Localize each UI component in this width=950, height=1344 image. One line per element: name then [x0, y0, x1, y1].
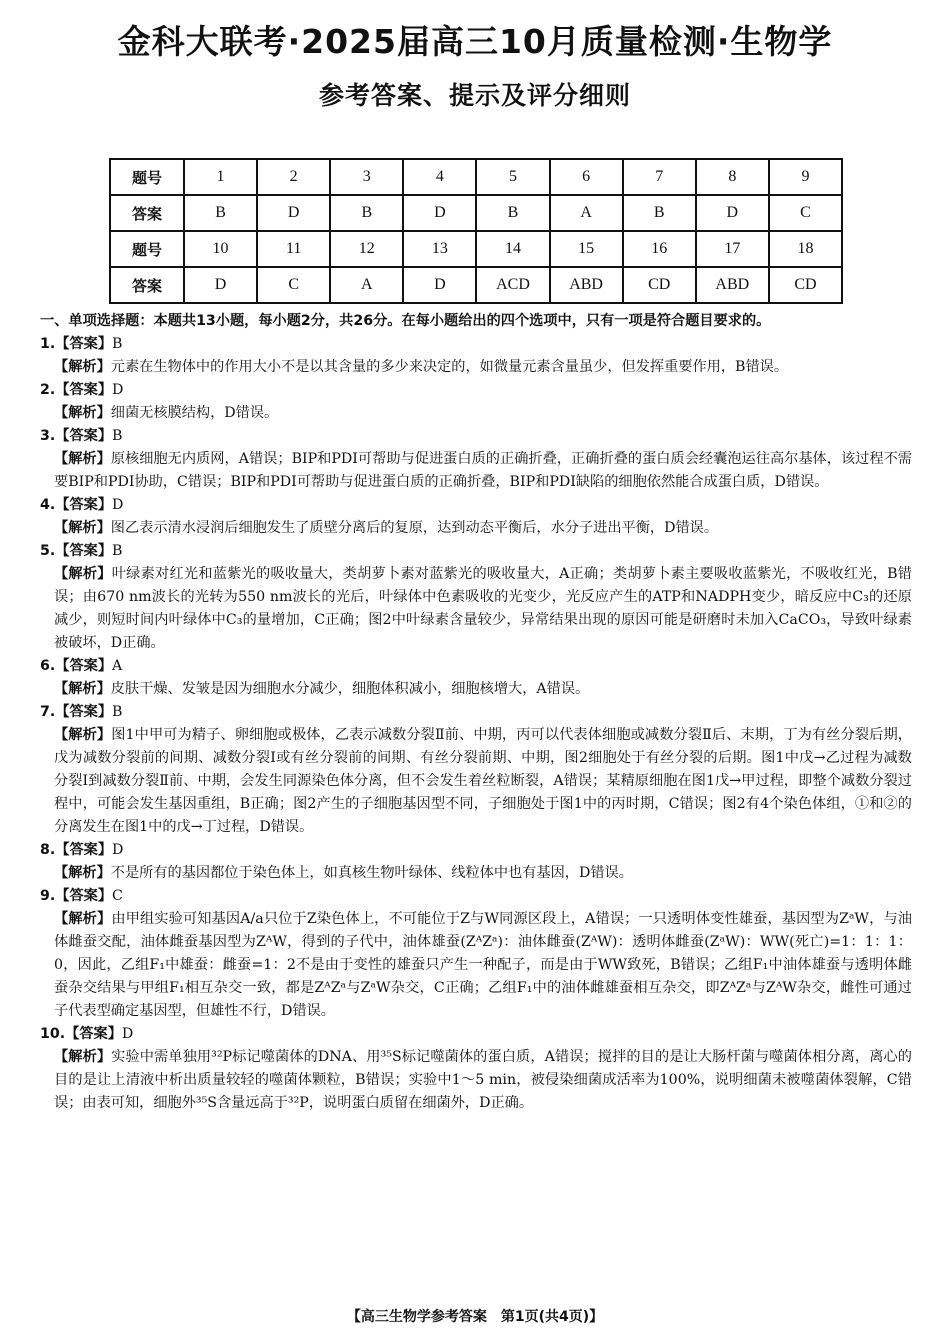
- question-number: 4: [403, 159, 476, 195]
- question-number: 4.: [40, 497, 56, 513]
- page-subtitle: 参考答案、提示及评分细则: [318, 81, 631, 110]
- question-number: 10.: [40, 1026, 66, 1042]
- explanation-tag: 【解析】: [54, 405, 111, 421]
- question-number: 7.: [40, 704, 56, 720]
- answer-tag: 【答案】: [55, 336, 113, 352]
- question-number: 3: [330, 159, 403, 195]
- answer-tag: 【答案】: [55, 842, 113, 858]
- question-item: [40, 839, 912, 885]
- answer-letter: D: [257, 195, 330, 231]
- question-number: 14: [476, 231, 549, 267]
- explanation-text: 细菌无核膜结构，D错误。: [110, 405, 279, 421]
- explanation-tag: 【解析】: [54, 451, 111, 467]
- answer-line: [40, 333, 912, 356]
- explanation: [40, 517, 912, 540]
- explanation-tag: 【解析】: [54, 1049, 112, 1065]
- answer-line: [40, 379, 912, 402]
- question-number: 6: [550, 159, 623, 195]
- question-number: 5.: [40, 543, 56, 559]
- explanation-tag: 【解析】: [54, 865, 111, 881]
- answer-tag: 【答案】: [55, 428, 113, 444]
- question-item: [40, 701, 912, 839]
- answer-letter: B: [330, 195, 403, 231]
- answer-line: [40, 494, 912, 517]
- table-row: [110, 159, 842, 195]
- answer-letter: C: [769, 195, 842, 231]
- question-number: 7: [623, 159, 696, 195]
- explanation-text: 由甲组实验可知基因A/a只位于Z染色体上，不可能位于Z与W同源区段上，A错误；一只透明体变性雄蚕，基因型为ZᵃW，与油体雌蚕交配，油体雌蚕基因型为ZᴬW，得到的子代中，油体雄蚕(ZᴬZᵃ)：油体雌蚕(ZᴬW)：透明体雌蚕(ZᵃW)：WW(死亡)=1：1：1：0，因此，乙组F₁中雄蚕：雌蚕=1：2不是由于变性的雄蚕只产生一种配子，而是由于WW致死，B错误；乙组F₁中油体雄蚕与透明体雌蚕杂交结果与甲组F₁相互杂交一致，都是ZᴬZᵃ与ZᵃW杂交，C正确；乙组F₁中的油体雌雄蚕相互杂交，即ZᴬZᵃ与ZᴬW杂交，雌性可通过子代表型确定基因型，但雄性不行，D错误。: [54, 911, 912, 1019]
- row-label-question: 题号: [110, 231, 184, 267]
- answer-letter: C: [257, 267, 330, 303]
- explanation-text: 实验中需单独用³²P标记噬菌体的DNA、用³⁵S标记噬菌体的蛋白质，A错误；搅拌的目的是让大肠杆菌与噬菌体相分离，离心的目的是让上清液中析出质量较轻的噬菌体颗粒，B错误；实验中1～5 min，被侵染细菌成活率为100%，说明细菌未被噬菌体裂解，C错误；由表可知，细胞外³⁵S含量远高于³²P，说明蛋白质留在细菌外，D正确。: [54, 1049, 912, 1111]
- section-heading: 一、单项选择题：本题共13小题，每小题2分，共26分。在每小题给出的四个选项中，只有一项是符合题目要求的。: [40, 313, 771, 329]
- question-item: [40, 379, 912, 425]
- question-number: 1.: [40, 336, 56, 352]
- answer-tag: 【答案】: [55, 704, 113, 720]
- answer-tag: 【答案】: [55, 543, 113, 559]
- answer-line: [40, 885, 912, 908]
- answer-value: D: [112, 382, 124, 398]
- answer-line: [40, 540, 912, 563]
- answer-value: C: [112, 888, 123, 904]
- question-item: [40, 1023, 912, 1115]
- explanation-text: 图乙表示清水浸润后细胞发生了质壁分离后的复原，达到动态平衡后，水分子进出平衡，D错误。: [110, 520, 719, 536]
- question-item: [40, 540, 912, 655]
- explanation-tag: 【解析】: [54, 359, 111, 375]
- answer-letter: B: [184, 195, 257, 231]
- answer-letter: CD: [769, 267, 842, 303]
- question-number: 8: [696, 159, 769, 195]
- explanation-tag: 【解析】: [54, 520, 111, 536]
- question-number: 17: [696, 231, 769, 267]
- explanation: [40, 908, 912, 1023]
- question-list: [40, 333, 912, 1115]
- row-label-answer: 答案: [110, 195, 184, 231]
- explanation: [40, 862, 912, 885]
- explanation-text: 图1中甲可为精子、卵细胞或极体，乙表示减数分裂Ⅱ前、中期，丙可以代表体细胞或减数分裂Ⅱ后、末期，丁为有丝分裂后期，戊为减数分裂前的间期、减数分裂Ⅰ或有丝分裂前的间期、有丝分裂前期、中期，图2细胞处于有丝分裂的后期。图1中戊→乙过程为减数分裂Ⅰ到减数分裂Ⅱ前、中期，会发生同源染色体分离，但不会发生着丝粒断裂，A错误；某精原细胞在图1戊→甲过程，即整个减数分裂过程中，可能会发生基因重组，B正确；图2产生的子细胞基因型不同，子细胞处于图1中的丙时期，C错误；图2有4个染色体组，①和②的分离发生在图1中的戊→丁过程，D错误。: [54, 727, 912, 835]
- answer-line: [40, 1023, 912, 1046]
- question-number: 6.: [40, 658, 56, 674]
- answer-value: B: [112, 704, 123, 720]
- answer-value: D: [121, 1026, 134, 1042]
- answer-line: [40, 701, 912, 724]
- question-number: 5: [476, 159, 549, 195]
- question-number: 10: [184, 231, 257, 267]
- answer-value: B: [112, 428, 123, 444]
- answer-letter: A: [330, 267, 403, 303]
- question-number: 9.: [40, 888, 56, 904]
- explanation: [40, 678, 912, 701]
- answer-table: [109, 158, 843, 304]
- answer-letter: ACD: [476, 267, 549, 303]
- answer-letter: B: [623, 195, 696, 231]
- explanations: [40, 310, 912, 1115]
- question-item: [40, 655, 912, 701]
- answer-value: D: [112, 842, 124, 858]
- question-number: 13: [403, 231, 476, 267]
- explanation: [40, 356, 912, 379]
- explanation-tag: 【解析】: [54, 727, 112, 743]
- explanation: [40, 402, 912, 425]
- question-number: 2: [257, 159, 330, 195]
- table-row: [110, 267, 842, 303]
- question-item: [40, 333, 912, 379]
- answer-tag: 【答案】: [55, 497, 113, 513]
- explanation-tag: 【解析】: [54, 681, 111, 697]
- answer-line: [40, 655, 912, 678]
- answer-letter: B: [476, 195, 549, 231]
- answer-letter: ABD: [696, 267, 769, 303]
- page-footer: 【高三生物学参考答案 第1页(共4页)】: [346, 1309, 604, 1325]
- question-number: 12: [330, 231, 403, 267]
- answer-line: [40, 425, 912, 448]
- question-number: 15: [550, 231, 623, 267]
- row-label-question: 题号: [110, 159, 184, 195]
- answer-tag: 【答案】: [55, 658, 113, 674]
- question-number: 1: [184, 159, 257, 195]
- answer-value: B: [112, 336, 123, 352]
- explanation-tag: 【解析】: [54, 566, 112, 582]
- explanation-tag: 【解析】: [54, 911, 112, 927]
- explanation-text: 不是所有的基因都位于染色体上，如真核生物叶绿体、线粒体中也有基因，D错误。: [110, 865, 633, 881]
- answer-letter: D: [184, 267, 257, 303]
- explanation-text: 原核细胞无内质网，A错误；BIP和PDI可帮助与促进蛋白质的正确折叠，正确折叠的蛋白质会经囊泡运往高尔基体，该过程不需要BIP和PDI协助，C错误；BIP和PDI可帮助与促进蛋白质的正确折叠，BIP和PDI缺陷的细胞依然能合成蛋白质，D错误。: [54, 451, 912, 490]
- explanation-text: 叶绿素对红光和蓝紫光的吸收量大，类胡萝卜素对蓝紫光的吸收量大，A正确；类胡萝卜素主要吸收蓝紫光，不吸收红光，B错误；由670 nm波长的光转为550 nm波长的光后，叶绿体中色素吸收的光变少，光反应产生的ATP和NADPH变少，暗反应中C₃的还原减少，则短时间内叶绿体中C₃的量增加，C正确；图2中叶绿素含量较少，异常结果出现的原因可能是研磨时未加入CaCO₃，导致叶绿素被破坏，D正确。: [54, 566, 912, 651]
- question-number: 11: [257, 231, 330, 267]
- explanation: [40, 724, 912, 839]
- answer-value: A: [112, 658, 123, 674]
- question-item: [40, 494, 912, 540]
- answer-line: [40, 839, 912, 862]
- answer-tag: 【答案】: [55, 888, 113, 904]
- answer-letter: D: [696, 195, 769, 231]
- answer-tag: 【答案】: [55, 382, 113, 398]
- answer-letter: D: [403, 267, 476, 303]
- explanation: [40, 448, 912, 494]
- question-number: 3.: [40, 428, 56, 444]
- answer-value: D: [112, 497, 124, 513]
- question-number: 16: [623, 231, 696, 267]
- explanation-text: 皮肤干燥、发皱是因为细胞水分减少，细胞体积减小，细胞核增大，A错误。: [110, 681, 590, 697]
- question-number: 2.: [40, 382, 56, 398]
- question-item: [40, 885, 912, 1023]
- question-number: 9: [769, 159, 842, 195]
- answer-value: B: [112, 543, 123, 559]
- question-number: 8.: [40, 842, 56, 858]
- answer-letter: ABD: [550, 267, 623, 303]
- explanation: [40, 563, 912, 655]
- row-label-answer: 答案: [110, 267, 184, 303]
- answer-tag: 【答案】: [65, 1026, 122, 1042]
- explanation: [40, 1046, 912, 1115]
- answer-letter: A: [550, 195, 623, 231]
- table-row: [110, 195, 842, 231]
- question-number: 18: [769, 231, 842, 267]
- page-title: 金科大联考·2025届高三10月质量检测·生物学: [117, 22, 833, 61]
- explanation-text: 元素在生物体中的作用大小不是以其含量的多少来决定的，如微量元素含量虽少，但发挥重要作用，B错误。: [110, 359, 789, 375]
- answer-letter: CD: [623, 267, 696, 303]
- answer-letter: D: [403, 195, 476, 231]
- question-item: [40, 425, 912, 494]
- table-row: [110, 231, 842, 267]
